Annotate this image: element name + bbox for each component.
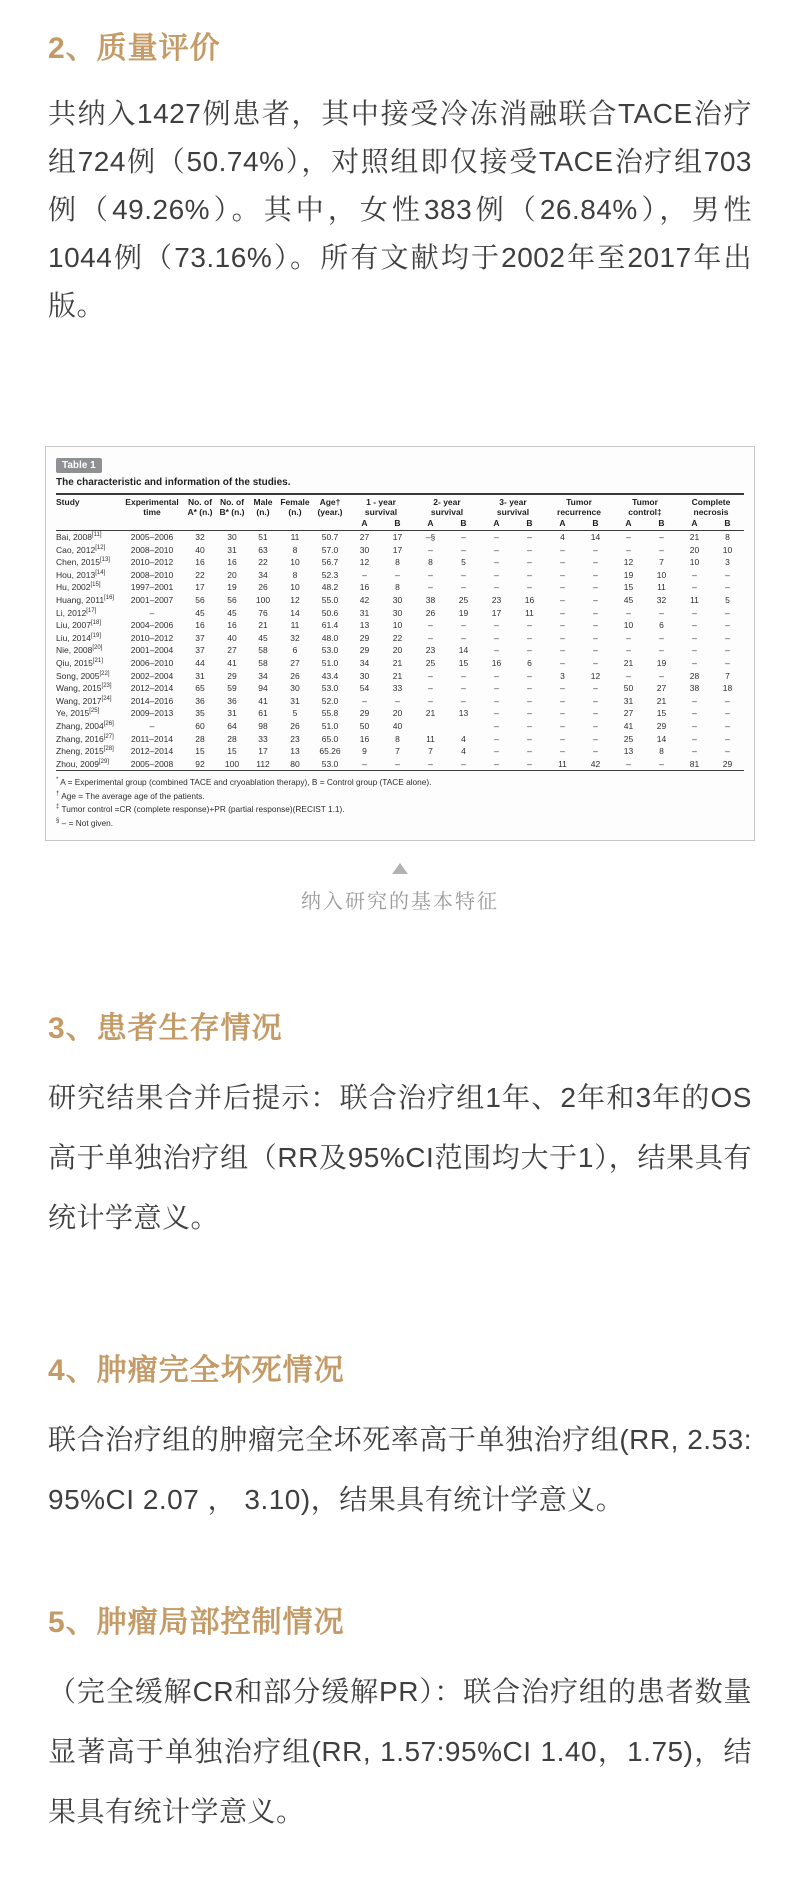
table-row: Cao, 2012[12] 2008–2010 40 31 63 8 57.0 30 17 – – – – – – – – 20 10 xyxy=(56,544,733,555)
table-row: Bai, 2008[11] 2005–2006 32 30 51 11 50.7 27 17 –§ – – – 4 14 – – 21 8 xyxy=(56,532,730,542)
triangle-up-icon xyxy=(392,863,408,874)
table-title: The characteristic and information of the studies. xyxy=(56,477,291,488)
table-row: Liu, 2014[19] 2010–2012 37 40 45 32 48.0 29 22 – – – – – – – – – – xyxy=(56,632,730,643)
column-header: Female (n.) xyxy=(280,497,310,517)
paragraph-local-control: （完全缓解CR和部分缓解PR）：联合治疗组的患者数量显著高于单独治疗组(RR, 1.57:95%CI 1.40，1.75)，结果具有统计学意义。 xyxy=(48,1675,752,1827)
column-group-header: Tumor recurrence xyxy=(557,497,601,517)
section-heading-patient-survival: 3、患者生存情况 xyxy=(48,1011,283,1045)
column-subheader: A xyxy=(559,518,566,528)
paragraph-complete-necrosis: 联合治疗组的肿瘤完全坏死率高于单独治疗组(RR, 2.53: 95%CI 2.07 ， 3.10)，结果具有统计学意义。 xyxy=(48,1423,752,1515)
table-body xyxy=(56,531,744,771)
column-group-header: 1 - year survival xyxy=(364,497,398,517)
table-row: Qiu, 2015[21] 2006–2010 44 41 58 27 51.0 34 21 25 15 16 6 – – 21 19 – – xyxy=(56,657,730,668)
table-row: Huang, 2011[16] 2001–2007 56 56 100 12 55.0 42 30 38 25 23 16 – – 45 32 11 5 xyxy=(56,594,730,605)
table-row: Liu, 2007[18] 2004–2006 16 16 21 11 61.4 13 10 – – – – – – 10 6 – – xyxy=(56,620,730,631)
paragraph-patient-survival: 研究结果合并后提示：联合治疗组1年、2年和3年的OS高于单独治疗组（RR及95%CI范围均大于1），结果具有统计学意义。 xyxy=(48,1081,752,1233)
studies-table xyxy=(56,493,744,771)
table-row: Zhou, 2009[29] 2005–2008 92 100 112 80 53.0 – – – – – – 11 42 – – 81 29 xyxy=(56,758,733,769)
table-badge: Table 1 xyxy=(56,458,102,473)
table-footnote: † Age = The average age of the patients. xyxy=(56,790,205,801)
column-header: Experimental time xyxy=(125,497,179,517)
column-header: No. of A* (n.) xyxy=(187,497,213,517)
column-group-header: Complete necrosis xyxy=(691,497,731,517)
table-footnote: § – = Not given. xyxy=(56,817,114,828)
table-row: Chen, 2015[13] 2010–2012 16 16 22 10 56.7 12 8 8 5 – – – – 12 7 10 3 xyxy=(56,557,730,568)
column-subheader: A xyxy=(427,518,434,528)
column-group-header: 3- year survival xyxy=(496,497,530,517)
table-row: Hu, 2002[15] 1997–2001 17 19 26 10 48.2 16 8 – – – – – – 15 11 – – xyxy=(56,582,730,593)
table-row: Zheng, 2015[28] 2012–2014 15 15 17 13 65.26 9 7 7 4 – – – – 13 8 – – xyxy=(56,746,730,757)
column-header: Male (n.) xyxy=(253,497,273,517)
column-subheader: A xyxy=(691,518,698,528)
table-footnote: ‡ Tumor control =CR (complete response)+PR (partial response)(RECIST 1.1). xyxy=(56,804,345,815)
table-footnote: * A = Experimental group (combined TACE and cryoablation therapy), B = Control group (TACE alone). xyxy=(56,777,432,788)
table-row: Ye, 2015[25] 2009–2013 35 31 61 5 55.8 29 20 21 13 – – – – 27 15 – – xyxy=(56,708,730,719)
paragraph-quality-evaluation: 共纳入1427例患者，其中接受冷冻消融联合TACE治疗组724例（50.74%），对照组即仅接受TACE治疗组703例（49.26%）。其中，女性383例（26.84%），男性1044例（73.16%）。所有文献均于2002年至2017年出版。 xyxy=(48,98,752,321)
table-header xyxy=(56,494,744,531)
column-subheader: B xyxy=(724,518,731,528)
figure-caption-block xyxy=(45,863,755,916)
column-subheader: B xyxy=(460,518,467,528)
section-heading-local-control: 5、肿瘤局部控制情况 xyxy=(48,1605,345,1639)
table-row: Wang, 2015[23] 2012–2014 65 59 94 30 53.0 54 33 – – – – – – 50 27 38 18 xyxy=(56,683,733,694)
column-subheader: A xyxy=(493,518,500,528)
table-row: Zhang, 2016[27] 2011–2014 28 28 33 23 65.0 16 8 11 4 – – – – 25 14 – – xyxy=(56,733,730,744)
table-figure[interactable] xyxy=(45,446,755,916)
table-row: Wang, 2017[24] 2014–2016 36 36 41 31 52.0 – – – – – – – – 31 21 – – xyxy=(56,695,730,706)
column-subheader: A xyxy=(625,518,632,528)
table-row: Nie, 2008[20] 2001–2004 37 27 58 6 53.0 29 20 23 14 – – – – – – – – xyxy=(56,645,730,656)
column-group-header: 2- year survival xyxy=(430,497,464,517)
column-subheader: B xyxy=(658,518,665,528)
column-header: Age† (year.) xyxy=(317,497,343,517)
column-subheader: B xyxy=(526,518,533,528)
table-row: Li, 2012[17] – 45 45 76 14 50.6 31 30 26 19 17 11 – – – – – – xyxy=(56,607,730,618)
column-subheader: B xyxy=(394,518,401,528)
section-heading-complete-necrosis: 4、肿瘤完全坏死情况 xyxy=(48,1353,345,1387)
column-header: Study xyxy=(56,497,80,507)
column-header: No. of B* (n.) xyxy=(219,497,245,517)
table-row: Song, 2005[22] 2002–2004 31 29 34 26 43.4 30 21 – – – – 3 12 – – 28 7 xyxy=(56,670,730,681)
table-footnotes xyxy=(56,775,744,829)
studies-table-box xyxy=(45,446,755,841)
column-subheader: A xyxy=(361,518,368,528)
table-row: Hou, 2013[14] 2008–2010 22 20 34 8 52.3 – – – – – – – – 19 10 – – xyxy=(56,569,730,580)
section-heading-quality-evaluation: 2、质量评价 xyxy=(48,32,221,65)
table-row: Zhang, 2004[26] – 60 64 98 26 51.0 50 40 – – – – 41 29 – – xyxy=(56,720,730,731)
figure-caption: 纳入研究的基本特征 xyxy=(301,890,499,913)
column-subheader: B xyxy=(592,518,599,528)
column-group-header: Tumor control‡ xyxy=(628,497,662,517)
